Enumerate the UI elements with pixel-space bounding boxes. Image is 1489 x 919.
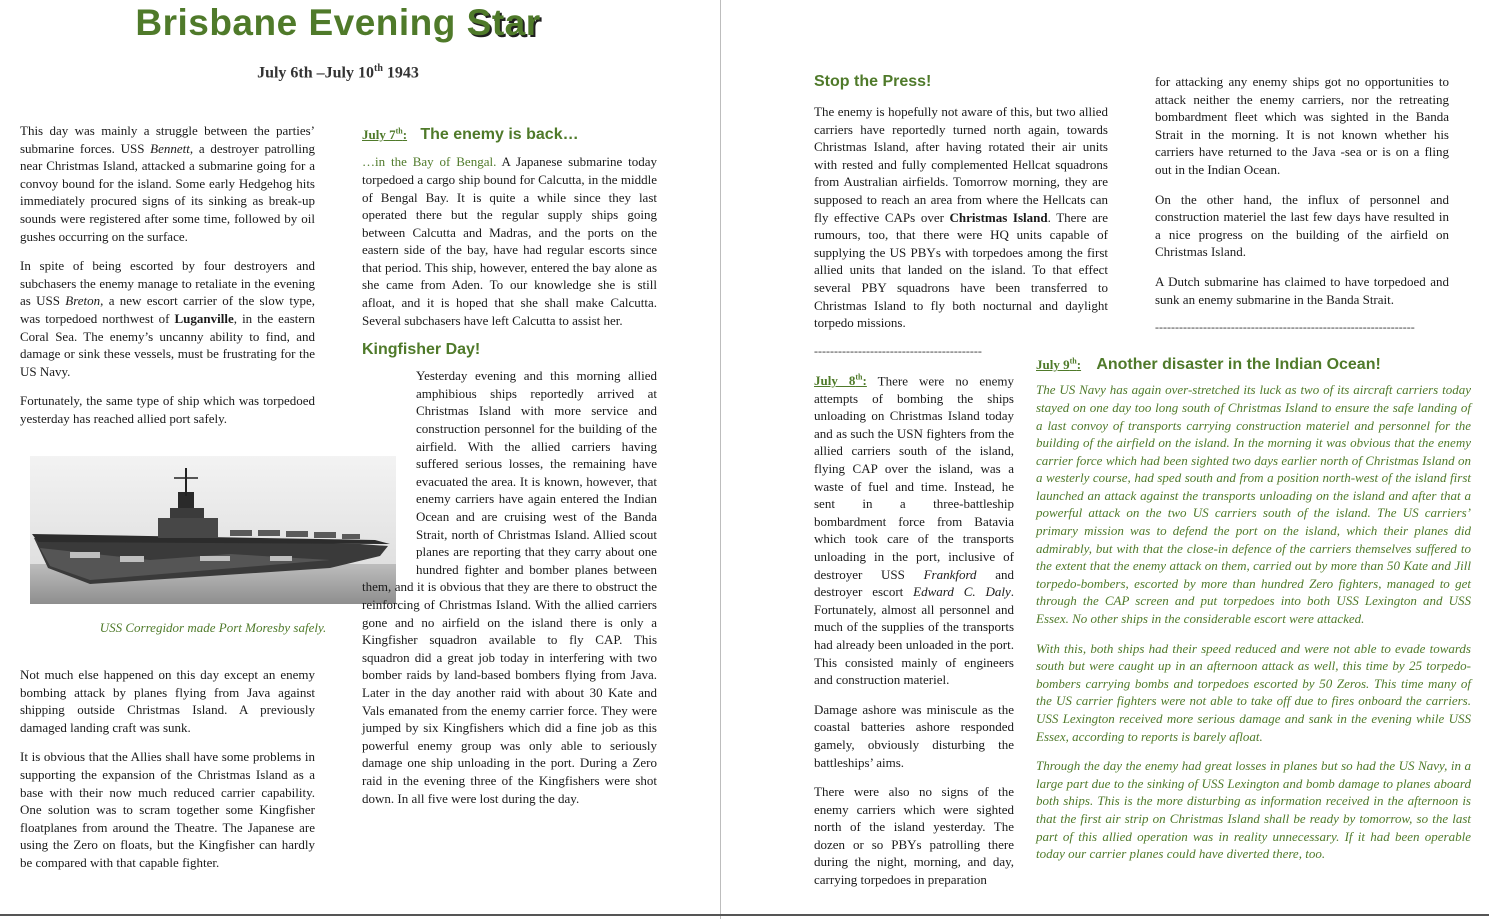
date-colon: : — [1076, 357, 1082, 373]
text-wrap-spacer — [362, 385, 416, 578]
date-sup: th — [395, 127, 403, 136]
article-paragraph — [20, 122, 315, 245]
ship-name: Frankford — [923, 566, 977, 582]
dateline-to-sup: th — [374, 63, 383, 74]
left-page — [0, 0, 720, 919]
text-run: In spite of being escorted by four destroyers and subchasers the enemy manage to retaliate in the evening as USS — [20, 258, 315, 309]
date-colon: : — [402, 127, 408, 143]
text-run: , in the eastern Coral Sea. The enemy’s uncanny ability to find, and damage or sink these vessels, must be frustrating for the US Navy. — [20, 310, 315, 379]
headline-kingfisher-day: Kingfisher Day! — [362, 341, 481, 359]
place-name: Christmas Island — [949, 209, 1048, 225]
section-divider: ------------------------------------------ — [814, 343, 982, 358]
text-run: , a destroyer patrolling near Christmas Island, attacked a submarine going for a convoy bound for the island. Some early Hedgehog hits immediately procured signs of its sinking as break-up sounds were registered after some time, followed by oil gushes occurring on the surface. — [20, 140, 315, 244]
date-label — [362, 127, 407, 142]
dateline-year: 1943 — [382, 64, 419, 82]
article-paragraph: Damage ashore was miniscule as the coastal batteries ashore responded gamely, obviously disturbing the battleships’ aims. — [814, 701, 1014, 770]
section-divider: ----------------------------------------------------------------- — [1155, 320, 1415, 335]
dateline-from: July 6th — [257, 64, 313, 82]
date-text: July 7 — [362, 127, 396, 143]
text-run: The enemy is hopefully not aware of this, but two allied carriers have reportedly turned north again, towards Christmas Island, after having rotated their air units with rested and fully complemented Hellcat squadrons from Australian airfields. Tomorrow morning, they are supposed to reach an area from where the Hellcats can fly effective CAPs over — [814, 104, 1108, 225]
article-paragraph: On the other hand, the influx of personnel and construction materiel the last few days have resulted in a nice progress on the building of the airfield on Christmas Island. — [1155, 191, 1449, 260]
masthead-title-part2: Star — [466, 2, 541, 43]
july9-heading — [1036, 352, 1471, 375]
left-column-1 — [20, 122, 315, 440]
article-paragraph — [362, 367, 657, 807]
photo-caption: USS Corregidor made Port Moresby safely. — [99, 620, 327, 635]
left-column-1-lower — [20, 666, 315, 884]
article-paragraph — [814, 103, 1108, 332]
masthead-title — [0, 2, 676, 44]
article-paragraph — [20, 257, 315, 380]
headline-enemy-back: The enemy is back… — [420, 126, 579, 144]
article-paragraph: A Dutch submarine has claimed to have torpedoed and sunk an enemy submarine in the Banda Strait. — [1155, 273, 1449, 307]
lead-text: …in the Bay of Bengal. — [362, 154, 497, 170]
date-text: July 9 — [1036, 357, 1070, 373]
page-divider — [720, 0, 721, 919]
date-label — [1036, 357, 1081, 372]
article-paragraph: for attacking any enemy ships got no opportunities to attack neither the enemy carriers, nor the retreating bombardment fleet which was sighted in the Banda Strait in the morning. It is not known whether his carriers have returned to the Java -sea or is on a fling out in the Indian Ocean. — [1155, 74, 1449, 177]
date-label — [814, 373, 867, 388]
july7-heading — [362, 122, 657, 145]
ship-name: Breton — [65, 293, 101, 309]
date-sup: th — [1069, 357, 1077, 366]
headline-another-disaster: Another disaster in the Indian Ocean! — [1096, 356, 1381, 374]
date-colon: : — [862, 373, 867, 389]
place-name: Luganville — [174, 310, 234, 326]
text-run: This day was mainly a struggle between the parties’ submarine forces. USS — [20, 123, 315, 156]
july9-section — [1036, 352, 1471, 875]
right-page — [722, 0, 1489, 919]
text-run: There were no enemy attempts of bombing the ships unloading on Christmas Island today and as such the USN fighters from the allied carriers south of the island, flying CAP over the island, was a waste of fuel and time. Instead, he sent in a three-battleship bombardment force from Batavia which took care of the transports unloading in the port, inclusive of destroyer USS — [814, 373, 1015, 582]
dateline-to: July 10 — [324, 64, 374, 82]
article-paragraph: There were also no signs of the enemy carriers which were sighted north of the island yesterday. The dozen or so PBYs patrolling there during the night, morning, and day, carrying torpedoes in preparation — [814, 784, 1014, 888]
article-paragraph: Through the day the enemy had great losses in planes but so had the US Navy, in a large part due to the sinking of USS Lexington and bomb damage to planes aboard both ships. This is the more disturbing as information received in the afternoon is that the first air strip on Christmas Island shall be ready by tomorrow, so the last part of this allied operation was in reality unnecessary. If it had been operable today our carrier planes could have diverted there, too. — [1036, 758, 1471, 862]
left-column-2 — [362, 122, 657, 819]
dateline — [0, 63, 676, 82]
text-run: Yesterday evening and this morning allied amphibious ships reportedly arrived at Christmas Island with more service and construction personnel for the building of the airfield. With the allied carriers having suffered serious losses, the remaining have evacuated the area. It is known, however, that enemy carriers have again entered the Indian Ocean and are cruising west of the Banda Strait, north of Christmas Island. Allied scout planes are reporting that they carry about one hundred fighter and bomber planes between them, and it is obvious that they are there to obstruct the reinforcing of Christmas Island. With the allied carriers gone and no airfield on the island there is only a Kingfisher squadron available to fly CAP. This squadron did a great job today in interfering with two bomber raids by land-based bombers flying from Java. Later in the day another raid with about 30 Kate and Vals emanated from the enemy carrier force. They were jumped by six Kingfishers which did a fine job as this powerful enemy group was only able to seriously damage one ship unloading in the port. During a Zero raid in the evening three of the Kingfishers were shot down. In all five were lost during the day. — [362, 368, 657, 806]
article-paragraph: The US Navy has again over-stretched its luck as two of its aircraft carriers today stayed on one day too long south of Christmas Island to ensure the safe landing of a last convoy of transports carrying construction materiel and personnel for the building of the airfield on the island. In the morning it was obvious that the enemy carrier force which had been sighted two days earlier north of Christmas Island on a westerly course, had sped south and from a position north-west of the island first launched an attack against the transports unloading on the island and after that a powerful attack on the two US carriers south of the island. The US carriers’ primary mission was to defend the port on the island, which their planes did admirably, but with that the close-in defence of the carriers themselves suffered to the extent that the enemy attack on them, carried out by more than 50 Kate and Jill torpedo-bombers, escorted by more than hundred Zero fighters, managed to get through the CAP screen and put torpedoes into both USS Lexington and USS Essex. No other ships in the considerable escort were attacked. — [1036, 382, 1471, 627]
right-column-2 — [1155, 73, 1449, 335]
date-sup: th — [855, 372, 863, 382]
masthead-title-part1: Brisbane Evening — [135, 2, 456, 43]
date-text: July 8 — [814, 373, 856, 389]
text-run: A Japanese submarine today torpedoed a cargo ship bound for Calcutta, in the middle of Bengal Bay. It is quite a while since they last operated there but the regular supply ships going between Calcutta and Madras, and the ports on the eastern side of the bay, have had regular escorts since that period. This ship, however, entered the bay alone as she came from Aden. To our knowledge she is still afloat, and it is hoped that she shall make Calcutta. Several subchasers have left Calcutta to assist her. — [362, 154, 657, 328]
ship-name: Bennett — [150, 140, 190, 156]
article-paragraph — [814, 369, 1014, 689]
headline-stop-the-press: Stop the Press! — [814, 73, 932, 90]
text-run: , a new escort carrier of the slow type, was torpedoed northwest of — [20, 293, 316, 326]
article-paragraph: It is obvious that the Allies shall have some problems in supporting the expansion of the Christmas Island as a base with their now much reduced carrier capability. One solution was to scram together some Kingfisher floatplanes from around the Theatre. The Japanese are using the Zero on floats, but the Kingfisher can hardly be compared with that capable fighter. — [20, 749, 315, 870]
text-run: . Fortunately, almost all personnel and much of the supplies of the transports had already been unloaded in the port. This consisted mainly of engineers and construction materiel. — [814, 584, 1014, 688]
text-run: . There are rumours, too, that there were HQ units capable of supplying the US PBYs with torpedoes among the first allied units that landed on the island. To that effect several PBY squadrons have been transferred to Christmas Island to fly both nocturnal and daylight torpedo missions. — [814, 209, 1109, 331]
ship-photo — [30, 456, 396, 604]
july9-article — [1036, 381, 1471, 862]
article-paragraph: With this, both ships had their speed reduced and were not able to evade towards south but were caught up in an afternoon attack as well, this time by 25 torpedo-bombers carrying bombs and torpedoes escorted by 50 Zeros. This time many of the US carrier fighters were not able to take off due to fires onboard the carriers. USS Lexington received more serious damage and sank in the evening while USS Essex, according to reports is barely afloat. — [1036, 640, 1471, 744]
text-run: and destroyer escort — [814, 566, 1014, 600]
ship-name: Edward C. Daly — [913, 584, 1011, 600]
dateline-sep: – — [312, 64, 325, 82]
article-paragraph — [362, 153, 657, 329]
article-paragraph: Not much else happened on this day except an enemy bombing attack by planes flying from Java against shipping outside Christmas Island. A previously damaged landing craft was sunk. — [20, 667, 315, 735]
article-paragraph: Fortunately, the same type of ship which was torpedoed yesterday has reached allied port safely. — [20, 393, 315, 426]
